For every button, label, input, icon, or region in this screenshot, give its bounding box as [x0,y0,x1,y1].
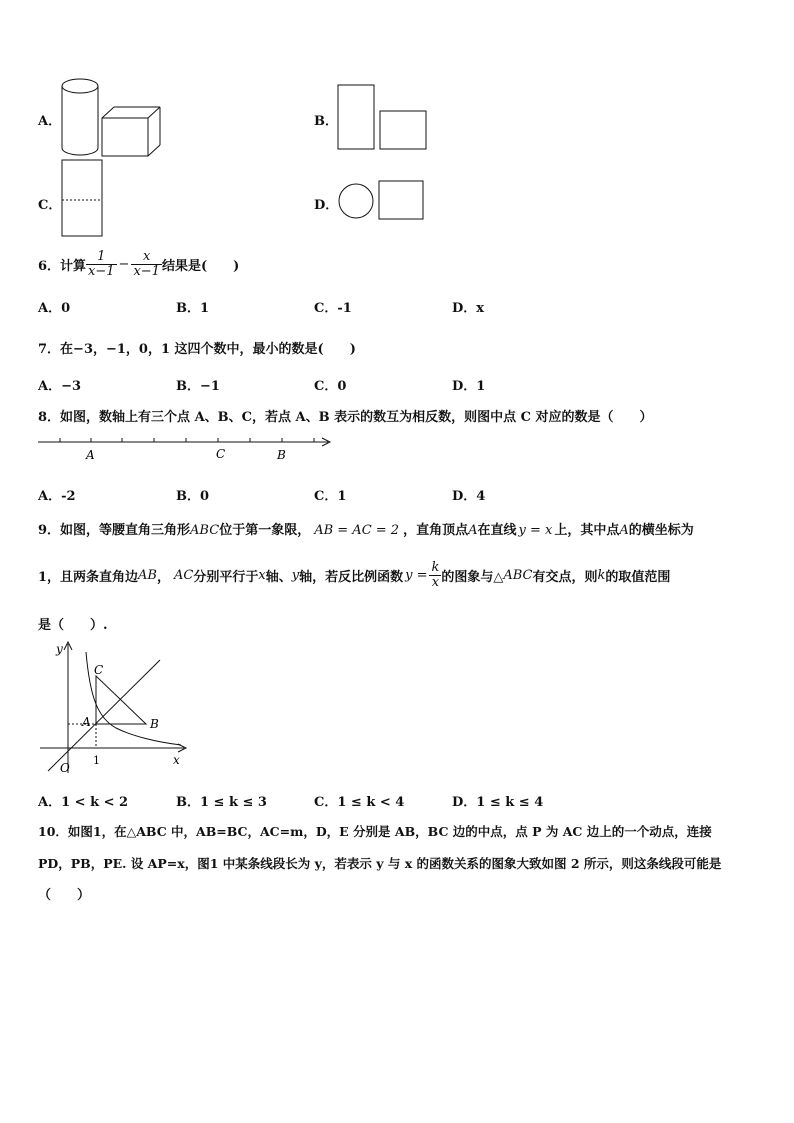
q9-k-var: k [597,567,606,583]
q9-triangle-name: ABC [503,567,533,583]
q10-line-2: PD，PB，PE. 设 AP=x，图1 中某条线段长为 y，若表示 y 与 x 的函数关系的图象大致如图 2 所示，则这条线段可能是 [38,856,722,871]
q5-option-a-label: A． [38,114,62,129]
q9-condition: AB = AC = 2 [314,523,400,538]
q9-side-ac: AC [174,567,194,583]
q6-option-c: C．-1 [314,301,352,316]
q5-option-c-figure [60,158,106,240]
q5-option-b-label: B． [314,114,338,129]
q7-stem: 7．在−3，−1，0，1 这四个数中，最小的数是( ) [38,342,356,357]
q7-option-b: B．−1 [176,379,220,394]
q5-option-a-figure [58,74,163,160]
q9-text: ， [157,569,171,585]
q9-figure [36,638,196,778]
q8-stem: 8．如图，数轴上有三个点 A、B、C，若点 A、B 表示的数互为相反数，则图中点 C 对应的数是（ ） [38,410,653,425]
q9-option-c: C．1 ≤ k < 4 [314,795,405,810]
q9-option-b: B．1 ≤ k ≤ 3 [176,795,267,810]
q6-frac2-num: x [131,250,162,265]
q9-point-a: A [619,523,629,538]
q9-text: 的横坐标为 [628,523,694,538]
tick-one-label: 1 [93,754,100,767]
q6-suffix: 结果是( ) [161,258,240,274]
point-a-label: A [86,448,95,462]
q6-fraction-1 [86,250,117,279]
q5-option-c-label: C． [38,198,62,213]
q5-option-d-figure [337,178,427,222]
q7-option-d: D．1 [452,379,486,394]
q9-option-a: A．1 < k < 2 [38,795,129,810]
q9-text: 分别平行于 [193,569,259,585]
q6-fraction-2 [131,250,162,279]
q9-text: ，直角顶点 [403,523,469,538]
q9-k-over-x [429,561,441,590]
q9-triangle-name: ABC [190,523,220,538]
q9-text: 位于第一象限， [219,523,311,538]
point-c-label: C [216,447,226,461]
q7-option-a: A．−3 [38,379,82,394]
vertex-c-label: C [94,663,104,677]
q9-frac-den: x [431,574,440,590]
q6-minus: − [118,256,130,272]
q9-x-var: x [258,567,266,583]
q9-text: 轴、 [265,569,292,585]
q6-frac2-den: x−1 [133,263,160,279]
q10-line-3: （ ） [38,888,91,903]
q9-text: 的取值范围 [605,569,671,585]
q6-option-d: D．x [452,301,485,316]
q9-y-var: y [291,567,300,583]
q9-point-a: A [468,523,478,538]
q6-option-b: B．1 [176,301,210,316]
q9-text: 上，其中点 [554,523,620,538]
q9-option-d: D．1 ≤ k ≤ 4 [452,795,544,810]
q9-line-3: 是（ ）. [38,618,108,633]
vertex-b-label: B [150,717,159,731]
q6-stem [38,246,239,282]
q9-frac-num: k [431,559,440,575]
origin-label: O [60,761,70,775]
q6-frac1-num: 1 [86,250,117,265]
point-b-label: B [277,448,286,462]
q9-line-equation: y = x [518,523,553,538]
number-line-ticks [60,438,314,442]
q9-line-1 [38,519,694,538]
q5-option-d-label: D． [314,198,339,213]
q9-text: 轴，若反比例函数 [299,569,404,585]
axis-y-label: y [56,642,63,656]
q10-line-1: 10．如图1，在△ABC 中，AB=BC，AC=m，D，E 分别是 AB，BC 边的中点，点 P 为 AC 边上的一个动点，连接 [38,824,712,839]
q8-option-d: D．4 [452,489,486,504]
q8-option-c: C．1 [314,489,347,504]
vertex-a-label: A [82,715,91,729]
q9-text: 有交点，则 [532,569,598,585]
q9-text: 1，且两条直角边 [38,569,139,585]
q8-option-a: A．-2 [38,489,76,504]
q9-text: 在直线 [477,523,517,538]
q9-function-lhs: y = [405,567,428,583]
q6-prefix: 6．计算 [38,258,87,274]
axis-x-label: x [173,753,180,767]
q6-frac1-den: x−1 [88,263,115,279]
q5-option-b-figure [336,83,428,151]
q8-option-b: B．0 [176,489,210,504]
q9-line-2 [38,555,670,595]
q8-number-line [36,432,336,466]
q9-text: 的图象与△ [441,569,504,585]
q6-option-a: A．0 [38,301,71,316]
q7-option-c: C．0 [314,379,347,394]
q9-side-ab: AB [138,567,157,583]
q9-text: 9．如图，等腰直角三角形 [38,523,191,538]
